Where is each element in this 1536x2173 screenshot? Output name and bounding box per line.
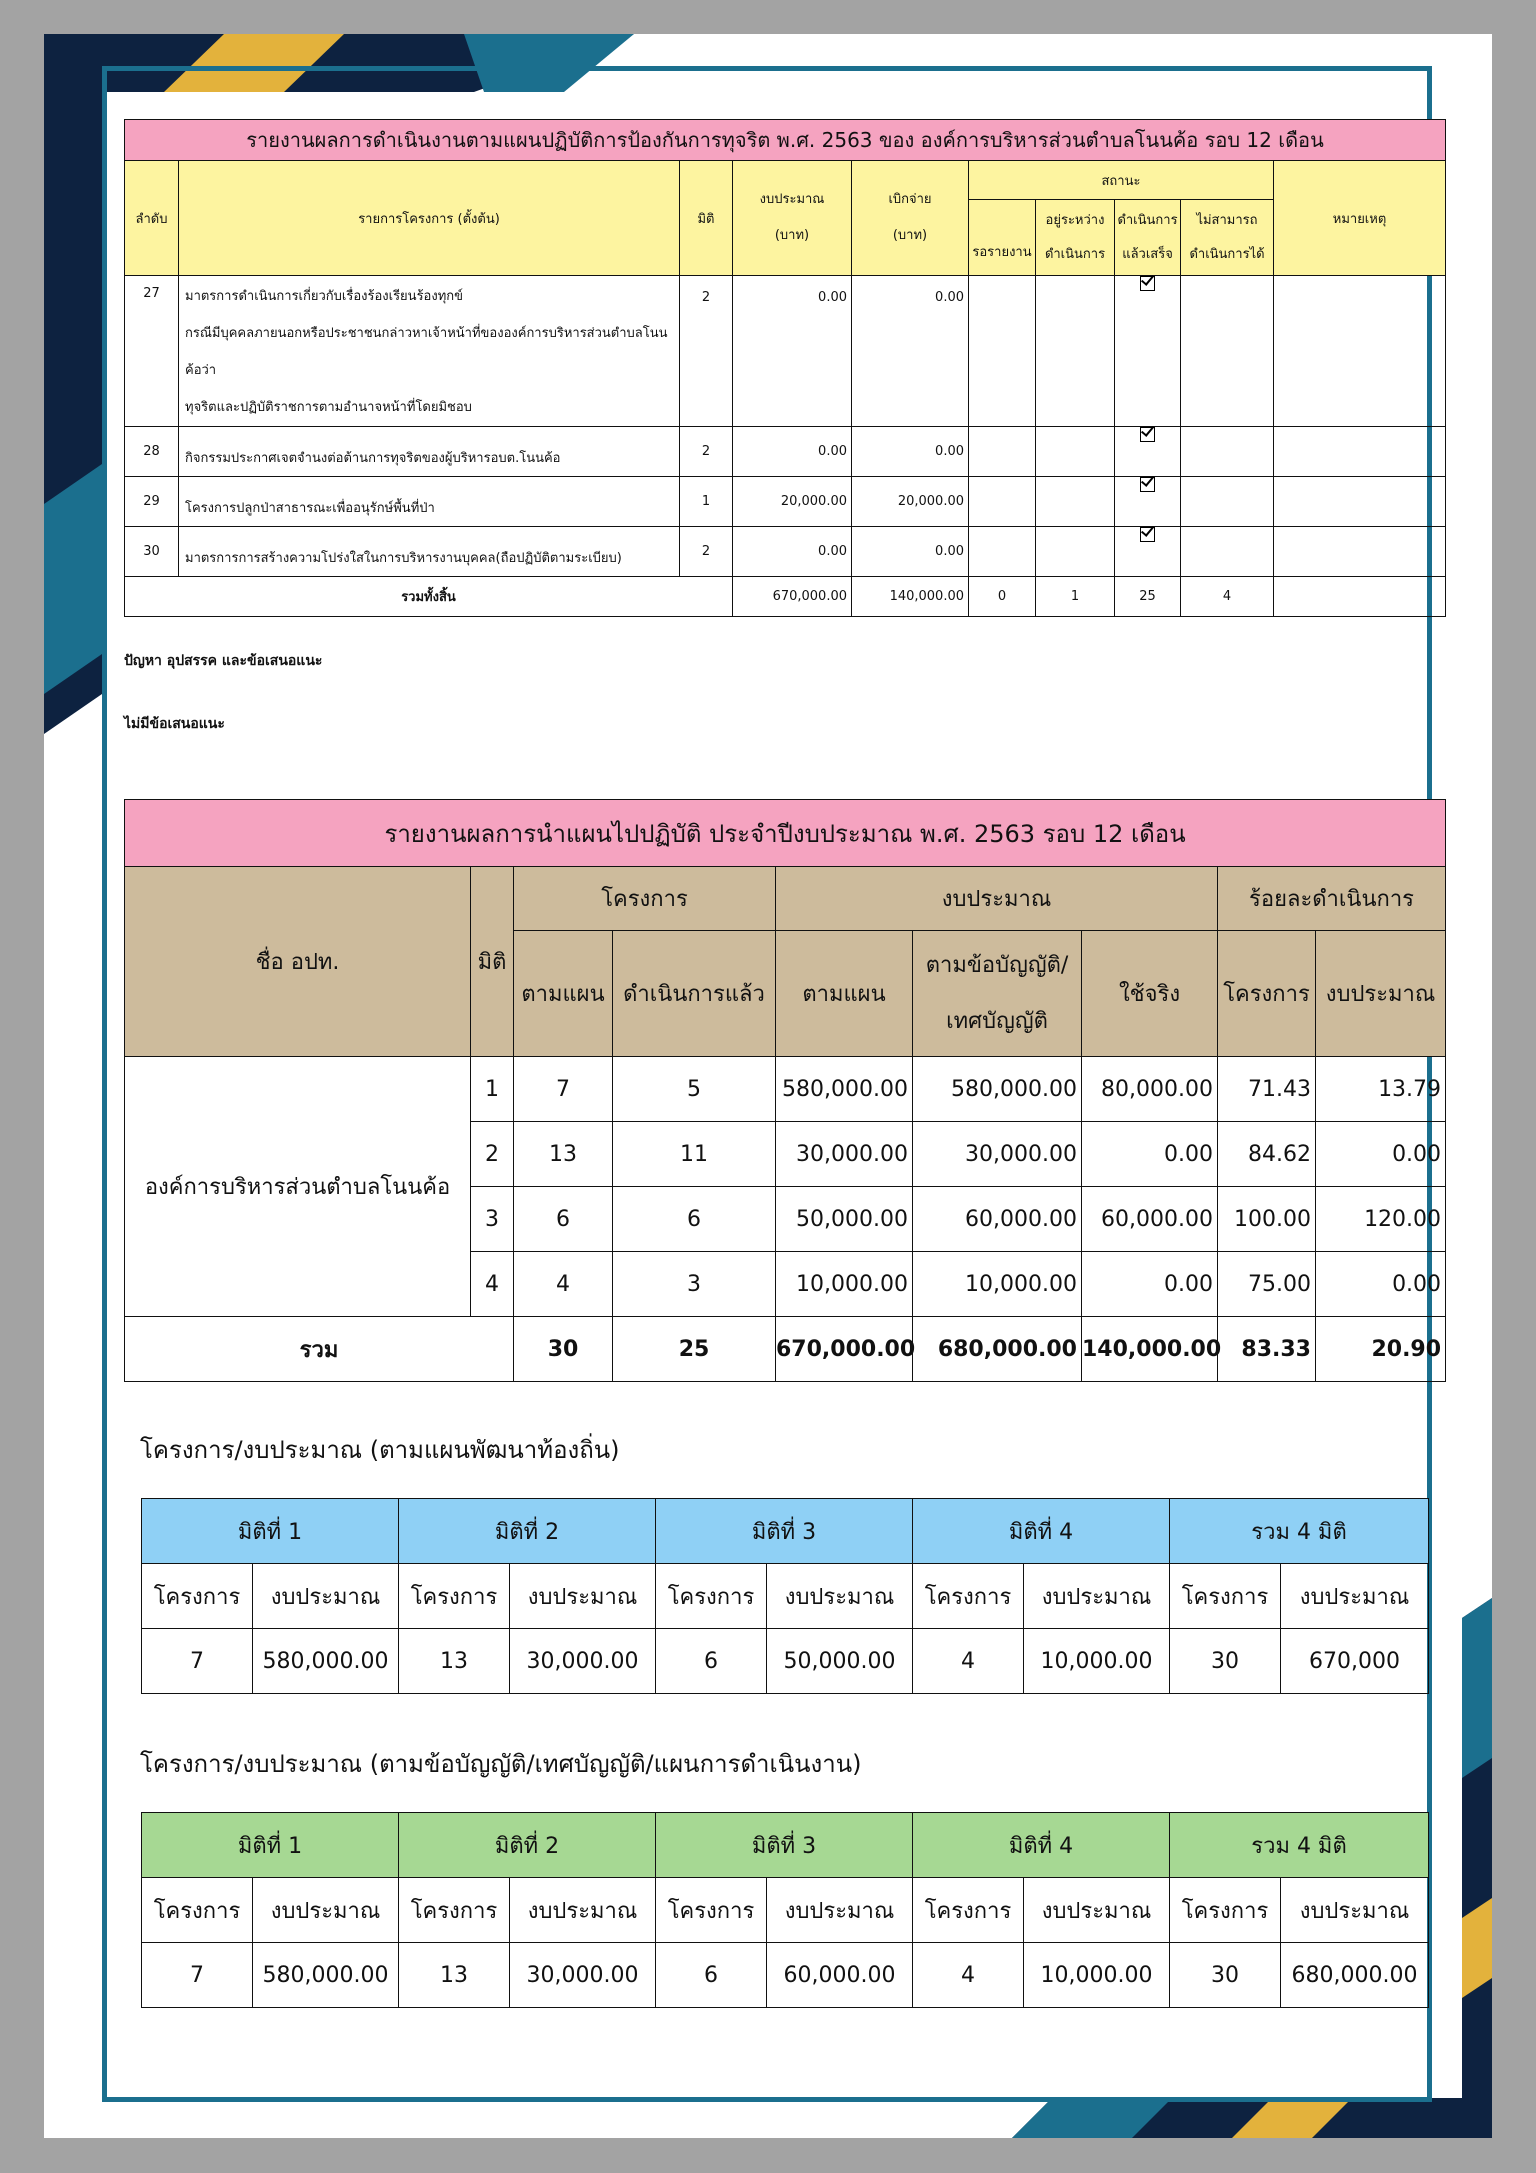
header-no: ลำดับ (125, 161, 179, 276)
table4-heading: โครงการ/งบประมาณ (ตามข้อบัญญัติ/เทศบัญญัติ/แผนการดำเนินงาน) (140, 1750, 862, 1778)
table-row: 4 4 3 10,000.00 10,000.00 0.00 75.00 0.00 (125, 1252, 1446, 1317)
checkbox-checked-icon (1140, 276, 1155, 291)
group-header: มิติที่ 4 (913, 1499, 1170, 1564)
header-status-unable: ไม่สามารถ ดำเนินการได้ (1181, 200, 1274, 276)
table-row: องค์การบริหารส่วนตำบลโนนค้อ 1 7 5 580,000.00 580,000.00 80,000.00 71.43 13.79 (125, 1057, 1446, 1122)
header-percent: ร้อยละดำเนินการ (1218, 867, 1446, 931)
decree-summary-table: มิติที่ 1 มิติที่ 2 มิติที่ 3 มิติที่ 4 รวม 4 มิติ โครงการ งบประมาณ โครงการ งบประมาณ โครงการ งบประมาณ โครงการ งบประมาณ โครงการ งบประมาณ 7 580,000.00 13 30,000.00 6 60,000.00 4 10,000.00 30 680,000.00 (141, 1812, 1429, 2008)
table3-heading: โครงการ/งบประมาณ (ตามแผนพัฒนาท้องถิ่น) (140, 1436, 620, 1464)
header-org: ชื่อ อปท. (125, 867, 471, 1057)
table-row: 30 มาตรการการสร้างความโปร่งใสในการบริหารงานบุคคล(ถือปฏิบัติตามระเบียบ) 2 0.00 0.00 (125, 527, 1446, 577)
group-header: รวม 4 มิติ (1170, 1499, 1429, 1564)
header-status-completed: ดำเนินการ แล้วเสร็จ (1115, 200, 1181, 276)
header-dimension: มิติ (680, 161, 733, 276)
local-plan-summary-table: มิติที่ 1 มิติที่ 2 มิติที่ 3 มิติที่ 4 รวม 4 มิติ โครงการ งบประมาณ โครงการ งบประมาณ โครงการ งบประมาณ โครงการ งบประมาณ โครงการ งบประมาณ 7 580,000.00 13 30,000.00 6 50,000.00 4 10,000.00 30 670,000 (141, 1498, 1429, 1694)
header-budget: งบประมาณ (บาท) (733, 161, 852, 276)
checkbox-checked-icon (1140, 527, 1155, 542)
table2-title: รายงานผลการนำแผนไปปฏิบัติ ประจำปีงบประมาณ พ.ศ. 2563 รอบ 12 เดือน (125, 800, 1446, 867)
table-row: 3 6 6 50,000.00 60,000.00 60,000.00 100.00 120.00 (125, 1187, 1446, 1252)
header-projects: โครงการ (514, 867, 776, 931)
table-row: 7 580,000.00 13 30,000.00 6 60,000.00 4 10,000.00 30 680,000.00 (142, 1943, 1429, 2008)
table-row: 2 13 11 30,000.00 30,000.00 0.00 84.62 0.00 (125, 1122, 1446, 1187)
header-dim: มิติ (471, 867, 514, 1057)
table-row: 28 กิจกรรมประกาศเจตจำนงต่อต้านการทุจริตของผู้บริหารอบต.โนนค้อ 2 0.00 0.00 (125, 427, 1446, 477)
table-total-row: รวม 30 25 670,000.00 680,000.00 140,000.00 83.33 20.90 (125, 1317, 1446, 1382)
group-header: มิติที่ 2 (399, 1499, 656, 1564)
checkbox-checked-icon (1140, 427, 1155, 442)
group-header: มิติที่ 4 (913, 1813, 1170, 1878)
row-description: มาตรการดำเนินการเกี่ยวกับเรื่องร้องเรียนร้องทุกข์ กรณีมีบุคคลภายนอกหรือประชาชนกล่าวหาเจ้าหน้าที่ขององค์การบริหารส่วนตำบลโนนค้อว่า ทุจริตและปฏิบัติราชการตามอำนาจหน้าที่โดยมิชอบ (179, 276, 680, 427)
header-project: รายการโครงการ (ตั้งต้น) (179, 161, 680, 276)
group-header: รวม 4 มิติ (1170, 1813, 1429, 1878)
group-header: มิติที่ 2 (399, 1813, 656, 1878)
table-row: 7 580,000.00 13 30,000.00 6 50,000.00 4 10,000.00 30 670,000 (142, 1629, 1429, 1694)
problems-label: ปัญหา อุปสรรค และข้อเสนอแนะ (124, 653, 323, 669)
table-row: 27 มาตรการดำเนินการเกี่ยวกับเรื่องร้องเรียนร้องทุกข์ กรณีมีบุคคลภายนอกหรือประชาชนกล่าวหาเจ้าหน้าที่ขององค์การบริหารส่วนตำบลโนนค้อว่า ทุจริตและปฏิบัติราชการตามอำนาจหน้าที่โดยมิชอบ 2 0.00 0.00 (125, 276, 1446, 427)
table1-title: รายงานผลการดำเนินงานตามแผนปฏิบัติการป้องกันการทุจริต พ.ศ. 2563 ของ องค์การบริหารส่วนตำบลโนนค้อ รอบ 12 เดือน (125, 120, 1446, 161)
plan-implementation-table: รายงานผลการนำแผนไปปฏิบัติ ประจำปีงบประมาณ พ.ศ. 2563 รอบ 12 เดือน ชื่อ อปท. มิติ โครงการ งบประมาณ ร้อยละดำเนินการ ตามแผน ดำเนินการแล้ว ตามแผน ตามข้อบัญญัติ/ เทศบัญญัติ ใช้จริง โครงการ งบประมาณ องค์การบริหารส่วนตำบลโนนค้อ 1 7 5 580,000.00 580,000.00 80,000.00 71.43 13.79 2 13 11 30,000.00 30,000.00 0.00 84.62 0.00 3 6 6 50,000.00 60,000.00 60,000.00 100.00 120.00 4 4 3 10,000.00 10,000.00 0.00 75.00 0.00 รวม 30 25 670,000.00 680,000.00 140,000.00 83.33 20.90 (124, 799, 1446, 1382)
header-remark: หมายเหตุ (1274, 161, 1446, 276)
header-status-pending: รอรายงาน (969, 200, 1036, 276)
problems-text: ไม่มีข้อเสนอแนะ (124, 716, 225, 732)
table-row: 29 โครงการปลูกป่าสาธารณะเพื่ออนุรักษ์พื้นที่ป่า 1 20,000.00 20,000.00 (125, 477, 1446, 527)
header-budget: งบประมาณ (776, 867, 1218, 931)
group-header: มิติที่ 3 (656, 1813, 913, 1878)
org-name: องค์การบริหารส่วนตำบลโนนค้อ (125, 1057, 471, 1317)
table-total-row: รวมทั้งสิ้น 670,000.00 140,000.00 0 1 25 4 (125, 577, 1446, 617)
group-header: มิติที่ 1 (142, 1499, 399, 1564)
header-status-in-progress: อยู่ระหว่าง ดำเนินการ (1036, 200, 1115, 276)
checkbox-checked-icon (1140, 477, 1155, 492)
group-header: มิติที่ 1 (142, 1813, 399, 1878)
anti-corruption-report-table (124, 119, 1446, 617)
header-status: สถานะ (969, 161, 1274, 200)
header-spent: เบิกจ่าย (บาท) (852, 161, 969, 276)
group-header: มิติที่ 3 (656, 1499, 913, 1564)
